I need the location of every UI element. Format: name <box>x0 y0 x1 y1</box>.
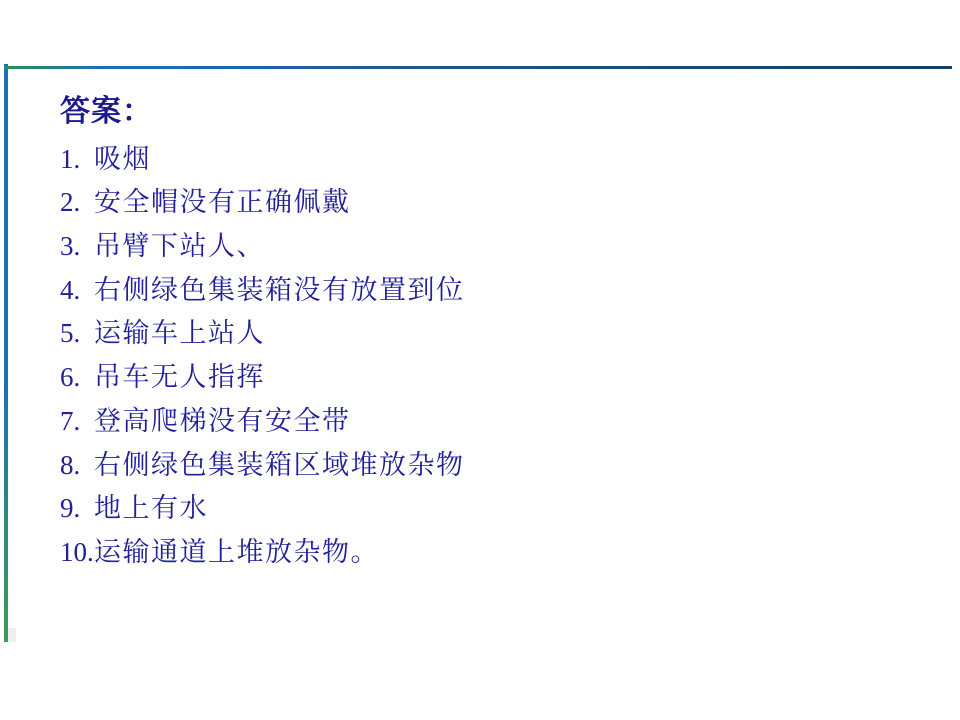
list-item <box>60 269 920 313</box>
list-item <box>60 444 920 488</box>
list-item-label: 运输车上站人 <box>94 318 265 349</box>
list-item <box>60 138 920 182</box>
list-item-number: 9. <box>60 493 81 524</box>
left-accent-bar <box>4 64 8 642</box>
list-item <box>60 356 920 400</box>
list-item-number: 8. <box>60 449 81 480</box>
list-item-number: 4. <box>60 274 81 305</box>
list-item-number: 1. <box>60 143 81 174</box>
list-item <box>60 531 920 575</box>
list-item <box>60 400 920 444</box>
list-item-label: 安全帽没有正确佩戴 <box>94 187 351 218</box>
top-accent-rule <box>4 66 952 69</box>
list-item-number: 10. <box>60 537 94 568</box>
list-item-label: 登高爬梯没有安全带 <box>94 405 351 436</box>
list-item-number: 2. <box>60 187 81 218</box>
page-title: 答案： <box>60 95 153 128</box>
list-item <box>60 181 920 225</box>
list-item-label: 运输通道上堆放杂物。 <box>94 537 379 568</box>
list-item-number: 6. <box>60 362 81 393</box>
list-item-number: 5. <box>60 318 81 349</box>
list-item <box>60 312 920 356</box>
page-artifact-mark <box>8 628 16 642</box>
list-item-label: 右侧绿色集装箱没有放置到位 <box>94 274 465 305</box>
list-item-number: 3. <box>60 230 81 261</box>
list-item-label: 吸烟 <box>94 143 151 174</box>
list-item-number: 7. <box>60 405 81 436</box>
list-item-label: 吊车无人指挥 <box>94 362 265 393</box>
list-item <box>60 225 920 269</box>
answer-list <box>60 138 920 575</box>
list-item-label: 地上有水 <box>94 493 208 524</box>
slide-content <box>60 90 920 575</box>
list-item <box>60 487 920 531</box>
list-item-label: 右侧绿色集装箱区域堆放杂物 <box>94 449 465 480</box>
list-item-label: 吊臂下站人、 <box>94 230 265 261</box>
